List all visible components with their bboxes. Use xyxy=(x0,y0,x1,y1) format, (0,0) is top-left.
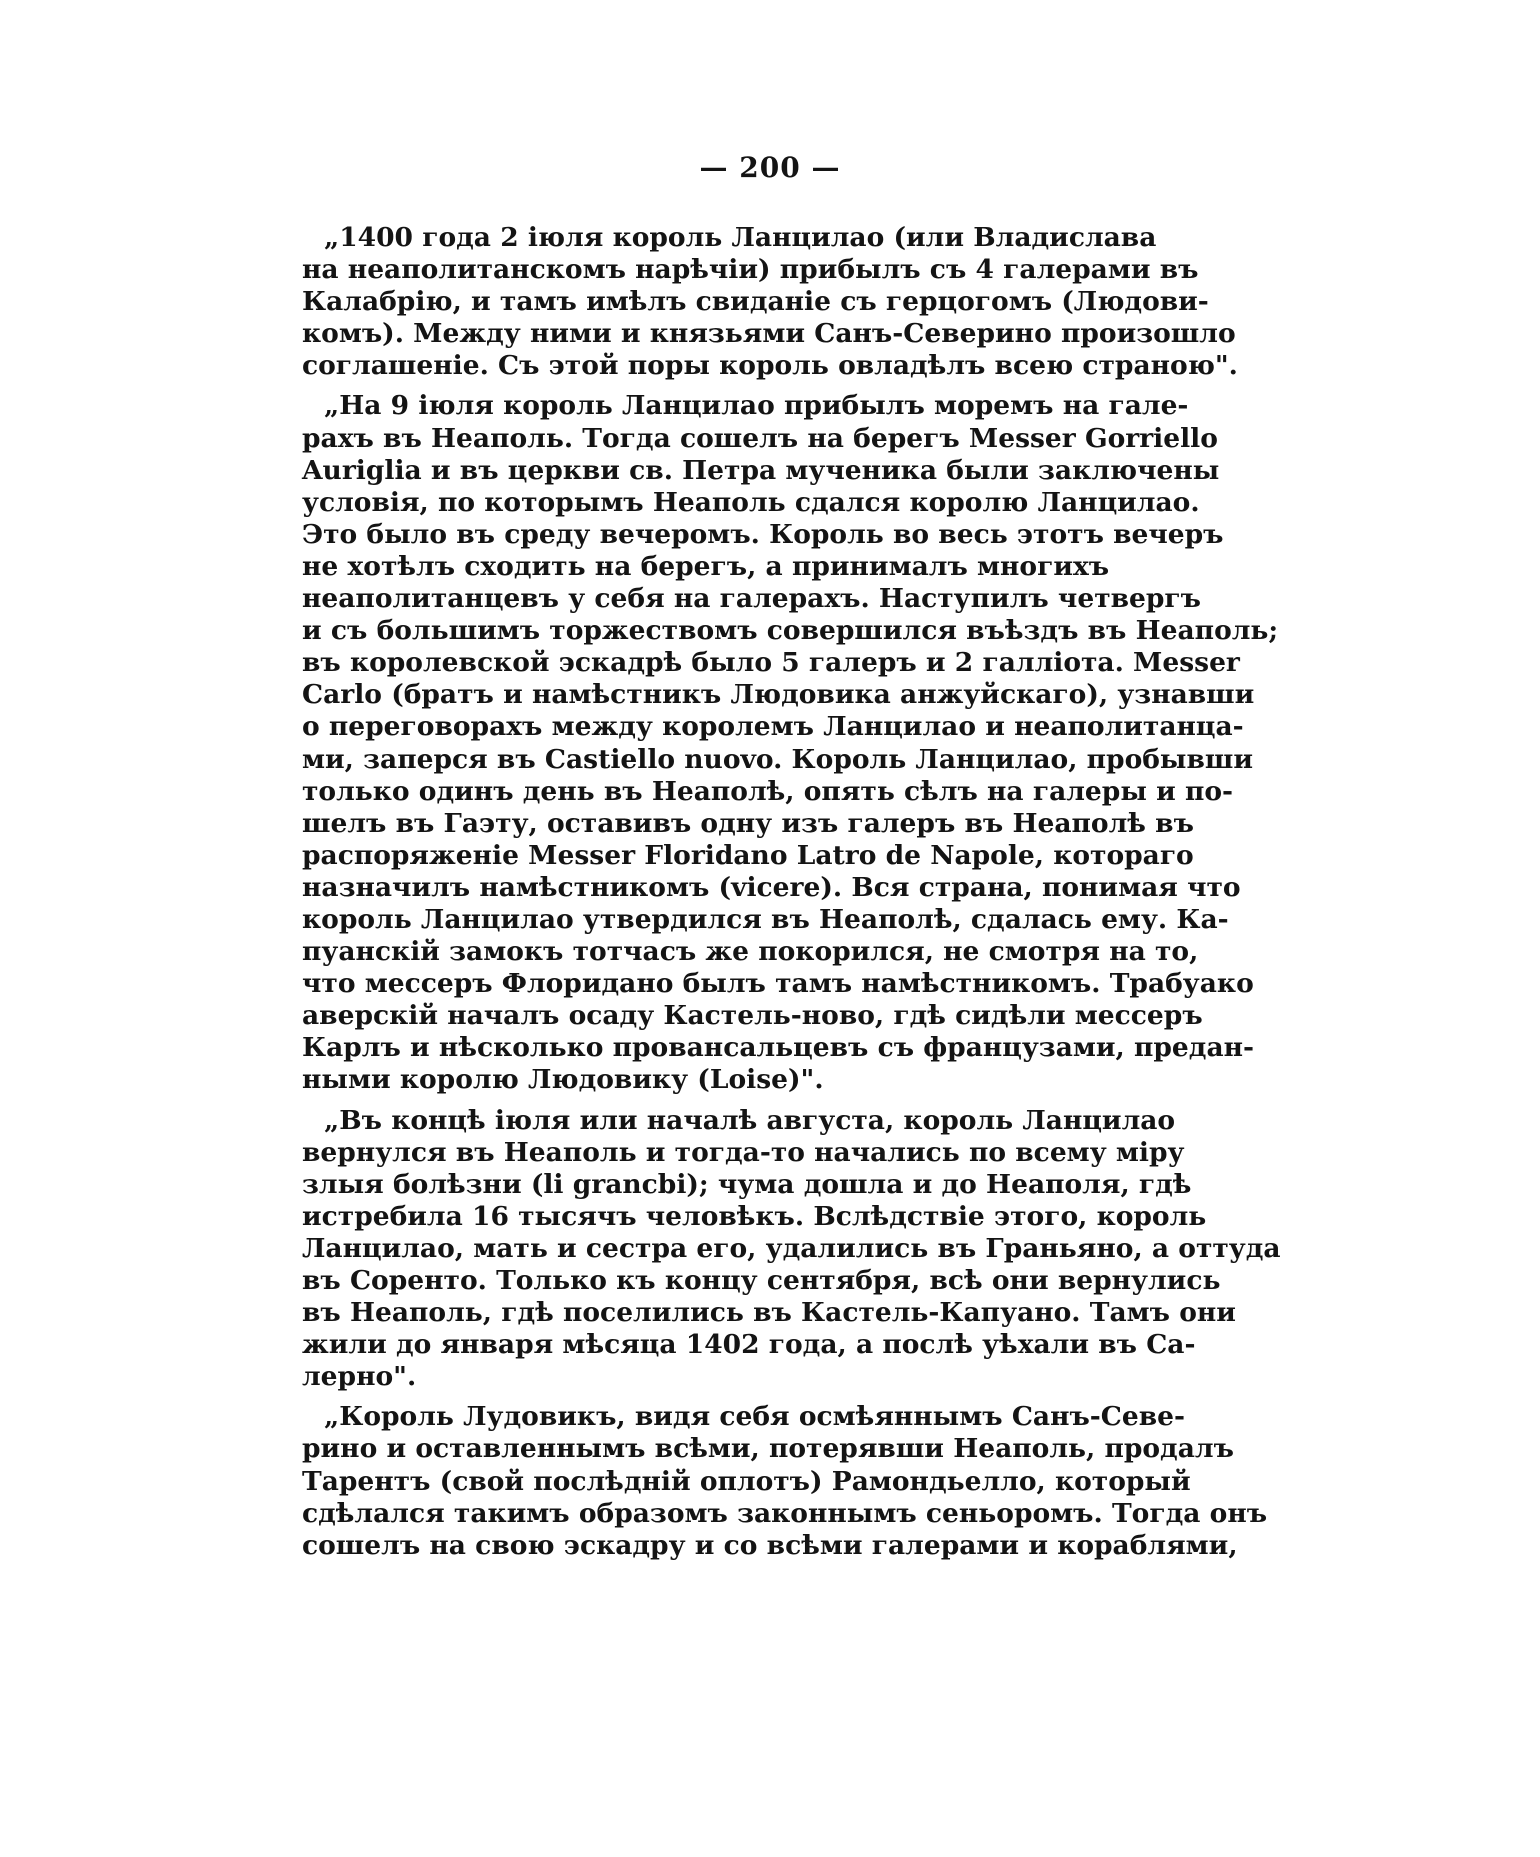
text-line: о переговорахъ между королемъ Ланцилао и неаполитанца- xyxy=(302,711,1244,743)
paragraph-gap xyxy=(302,1393,1088,1401)
text-line: аверскій началъ осаду Кастель-ново, гдѣ сидѣли мессеръ xyxy=(302,1000,1203,1032)
text-line: ными королю Людовику (Loise)". xyxy=(302,1064,824,1096)
text-line: лерно". xyxy=(302,1361,417,1393)
paragraph-gap xyxy=(302,382,1088,390)
text-line: сдѣлался такимъ образомъ законнымъ сеньоромъ. Тогда онъ xyxy=(302,1497,1268,1529)
text-line: только одинъ день въ Неаполѣ, опять сѣлъ на галеры и по- xyxy=(302,775,1234,807)
text-line: распоряженіе Messer Floridano Latro de Napole, которaго xyxy=(302,839,1194,871)
paragraph xyxy=(302,1104,1281,1394)
body-text xyxy=(302,222,1281,1562)
paragraph xyxy=(302,222,1238,382)
text-line: въ Соренто. Только къ концу сентября, всѣ они вернулись xyxy=(302,1265,1221,1296)
text-line: неаполитанцевъ у себя на галерахъ. Наступилъ четвергъ xyxy=(302,583,1201,615)
text-line: ми, заперся въ Castiello nuovo. Король Ланцилао, пробывши xyxy=(302,743,1254,775)
text-line: Карлъ и нѣсколько провансальцевъ съ французами, предан- xyxy=(302,1032,1255,1064)
text-line: не хотѣлъ сходить на берегъ, а принималъ многихъ xyxy=(302,550,1110,582)
text-line: сошелъ на свою эскадру и со всѣми галерами и кораблями, xyxy=(302,1529,1238,1561)
text-line: рино и оставленнымъ всѣми, потерявши Неаполь, продалъ xyxy=(302,1433,1234,1465)
text-line: соглашеніе. Съ этой поры король овладѣлъ всею страною". xyxy=(302,350,1238,382)
text-line: на неаполитанскомъ нарѣчіи) прибылъ съ 4 галерами въ xyxy=(302,254,1199,286)
text-line: Тарентъ (свой послѣдній оплотъ) Рамондьелло, который xyxy=(302,1465,1191,1497)
text-line: пуанскій замокъ тотчасъ же покорился, не смотря на то, xyxy=(302,936,1199,968)
paragraph xyxy=(302,390,1279,1096)
text-line: и съ большимъ торжествомъ совершился въѣздъ въ Неаполь; xyxy=(302,615,1279,647)
paragraph-gap xyxy=(302,1097,1088,1105)
text-line: въ королевской эскадрѣ было 5 галеръ и 2 галліота. Messer xyxy=(302,647,1240,679)
text-line: Carlo (братъ и намѣстникъ Людовика анжуйскаго), узнавши xyxy=(302,679,1255,711)
text-line: „Король Лудовикъ, видя себя осмѣяннымъ Санъ-Севе- xyxy=(324,1401,1186,1433)
text-line: комъ). Между ними и князьями Санъ-Северино произошло xyxy=(302,318,1236,350)
text-line: король Ланцилао утвердился въ Неаполѣ, сдалась ему. Ка- xyxy=(302,903,1229,935)
text-line: „1400 года 2 іюля король Ланцилао (или Владислава xyxy=(324,222,1157,253)
text-line: жили до января мѣсяца 1402 года, а послѣ уѣхали въ Са- xyxy=(302,1329,1196,1361)
text-line: въ Неаполь, гдѣ поселились въ Кастель-Капуано. Тамъ они xyxy=(302,1297,1236,1329)
text-line: „Въ концѣ іюля или началѣ августа, король Ланцилао xyxy=(324,1104,1176,1136)
text-line: назначилъ намѣстникомъ (vicere). Вся страна, понимая что xyxy=(302,871,1241,903)
text-line: шелъ въ Гаэту, оставивъ одну изъ галеръ въ Неаполѣ въ xyxy=(302,807,1194,839)
text-line: истребила 16 тысячъ человѣкъ. Вслѣдствіе этого, король xyxy=(302,1200,1207,1232)
text-line: злыя болѣзни (li grancbi); чума дошла и до Неаполя, гдѣ xyxy=(302,1168,1192,1200)
text-line: Auriglia и въ церкви св. Петра мученика были заключены xyxy=(302,454,1220,486)
text-line: „На 9 іюля король Ланцилао прибылъ моремъ на гале- xyxy=(324,390,1189,422)
text-line: что мессеръ Флоридано былъ тамъ намѣстникомъ. Трабуако xyxy=(302,968,1254,1000)
text-line: рахъ въ Неаполь. Тогда сошелъ на берегъ Messer Gorriello xyxy=(302,422,1218,454)
page-number: — 200 — xyxy=(699,151,841,184)
text-line: условія, по которымъ Неаполь сдался королю Ланцилао. xyxy=(302,486,1200,518)
text-line: Ланцилао, мать и сестра его, удалились въ Граньяно, а оттуда xyxy=(302,1232,1281,1264)
text-line: Это было въ среду вечеромъ. Король во весь этотъ вечеръ xyxy=(302,518,1224,550)
text-line: Калабрію, и тамъ имѣлъ свиданіе съ герцогомъ (Людови- xyxy=(302,286,1209,318)
text-line: вернулся въ Неаполь и тогда-то начались по всему міру xyxy=(302,1136,1185,1168)
paragraph xyxy=(302,1401,1268,1561)
